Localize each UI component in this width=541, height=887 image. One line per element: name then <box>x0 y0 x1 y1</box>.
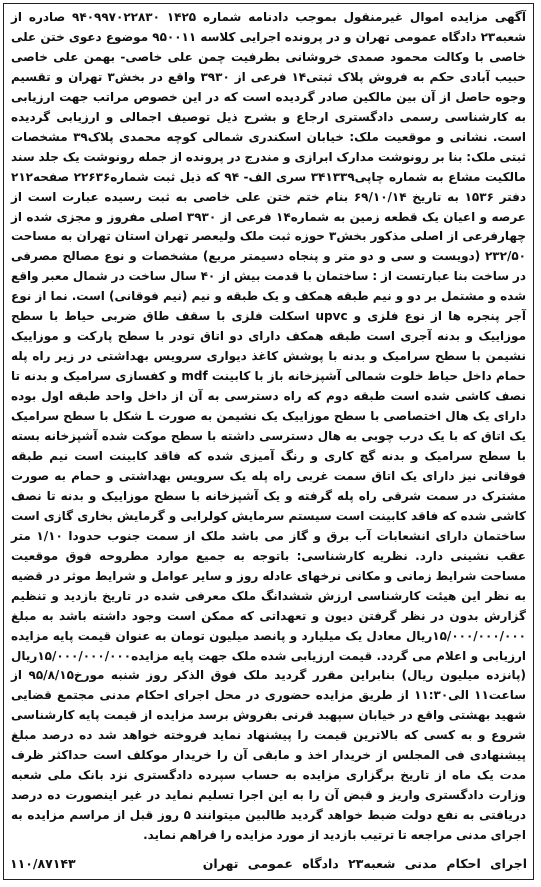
auction-notice <box>3 3 534 880</box>
reference-number: ۱۱۰/۸۷۱۴۳ <box>10 855 76 871</box>
notice-body-text: آگهی مزایده اموال غیرمنقول بموجب دادنامه شماره ۱۴۲۵ ۹۴۰۹۹۷۰۲۲۸۳۰ صادره از شعبه۲۳ دادگاه عمومی تهران و در پرونده اجرایی کلاسه ۹۵۰۰۱۱ موضوع دعوی ختن علی خاصی با وکالت محمود صمدی خروشانی بطرفیت چمن علی خاصی- بهمن علی خاصی حبیب آبادی حکم به فروش پلاک ثبتی۱۴ فرعی از ۳۹۳۰ واقع در بخش۳ تهران و تقسیم وجوه حاصل از آن بین مالکین صادر گردیده است که در این خصوص مراتب جهت ارزیابی به کارشناسی رسمی دادگستری ارجاع و بشرح ذیل توصیف اجمالی و ارزیابی گردیده است. نشانی و موقعیت ملک: خیابان اسکندری شمالی کوچه محمدی پلاک۳۹ مشخصات ثبتی ملک: بنا بر رونوشت مدارک ابرازی و مندرج در پرونده از جمله رونوشت یک جلد سند مالکیت مشاع به شماره چاپی۳۴۱۳۳۹ سری الف- ۹۴ که ذیل ثبت شماره۲۲۶۳۶ صفحه۲۱۲ دفتر ۱۵۳۶ به تاریخ ۶۹/۱۰/۱۴ بنام ختم ختن علی خاصی به ثبت رسیده عبارت است از عرصه و اعیان یک قطعه زمین به شماره۱۴ فرعی از ۳۹۳۰ اصلی مفروز و مجزی شده از چهارفرعی از اصلی مذکور بخش۳ حوزه ثبت ملک ولیعصر تهران استان تهران به مساحت ۲۳۲/۵۰ (دویست و سی و دو متر و پنجاه دسیمتر مربع) مشخصات و نوع مصالح مصرفی در ساخت بنا عبارتست از : ساختمان با قدمت بیش از ۴۰ سال ساخت در شمال معبر واقع شده و مشتمل بر دو و نیم طبقه همکف و یک طبقه و نیم (نیم فوقانی) است. نما از نوع آجر پنجره ها از نوع فلزی و upvc اسکلت فلزی با سقف طاق ضربی حیاط با سطح موزاییک و بدنه آجری است طبقه همکف دارای دو اتاق تودر با سطح پارکت و موزاییک نشیمن با سطح سرامیک و بدنه با پوشش کاغذ دیواری سرویس بهداشتی در زیر راه پله حمام داخل حیاط خلوت شمالی آشپزخانه باز با کابینت mdf و کفسازی سرامیک و بدنه تا نصف کاشی شده است طبقه دوم که راه دسترسی به آن از داخل واحد طبقه اول بوده دارای یک هال اختصاصی با سطح موزاییک یک نشیمن به صورت L شکل با سطح سرامیک یک اتاق که با یک درب چوبی به هال دسترسی داشته با سطح موکت شده آشپزخانه بسته با سطح سرامیک و بدنه گچ کاری و رنگ آمیزی شده که فاقد کابینت است نیم طبقه فوقانی نیز دارای یک اتاق سمت غربی راه پله یک سرویس بهداشتی و حمام به صورت مشترک در سمت شرقی راه پله گرفته و یک آشپزخانه با سطح موزاییک و بدنه تا نصف کاشی شده که فاقد کابینت است سیستم سرمایش کولرابی و گرمایش بخاری گازی است ساختمان دارای انشعابات آب برق و گاز می باشد ملک از سمت جنوب حدودا ۱/۱۰ متر عقب نشینی دارد. نظریه کارشناسی: باتوجه به جمیع موارد مطروحه فوق موقعیت مساحت شرایط زمانی و مکانی نرخهای عادله روز و سایر عوامل و شرایط موثر در قضیه به نظر این هیئت کارشناسی ارزش ششدانگ ملک معرفی شده در تاریخ بازدید و تنظیم گزارش بدون در نظر گرفتن دیون و تعهداتی که ممکن است وجود داشته باشد به مبلغ ۱۵/۰۰۰/۰۰۰/۰۰۰ریال معادل یک میلیارد و پانصد میلیون تومان به عنوان قیمت پایه مزایده ارزیابی و اعلام می گردد. قیمت ارزیابی شده ملک جهت پایه مزایده۱۵/۰۰۰/۰۰۰/۰۰۰ریال (پانزده میلیون ریال) بنابراین مقرر گردید ملک فوق الذکر روز شنبه مورخ۹۵/۸/۱۵ از ساعت۱۱ الی۱۱:۳۰ از طریق مزایده حضوری در محل اجرای احکام مدنی مجتمع قضایی شهید بهشتی واقع در خیابان سپهبد قرنی بفروش برسد مزایده از قیمت پایه کارشناسی شروع و به کسی که بالاترین قیمت را پیشنهاد نماید فروخته خواهد شد ده درصد مبلغ پیشنهادی فی المجلس از خریدار اخذ و مابقی آن را خریدار موکلف است حداکثر ظرف مدت یک ماه از تاریخ برگزاری مزایده به حساب سپرده دادگستری نزد بانک ملی شعبه وزارت دادگستری واریز و قبض آن را به این اجرا تسلیم نماید در غیر اینصورت ده درصد دریافتی به نفع دولت ضبط خواهد گردید طالبین میتوانند ۵ روز قبل از مراسم مزایده به اجرای مدنی مراجعه تا ترتیب بازدید از مورد مزایده را فراهم نماید. <box>11 10 527 843</box>
issuer-signature: اجرای احکام مدنی شعبه۲۳ دادگاه عمومی تهران <box>202 855 527 871</box>
notice-footer <box>10 853 527 873</box>
